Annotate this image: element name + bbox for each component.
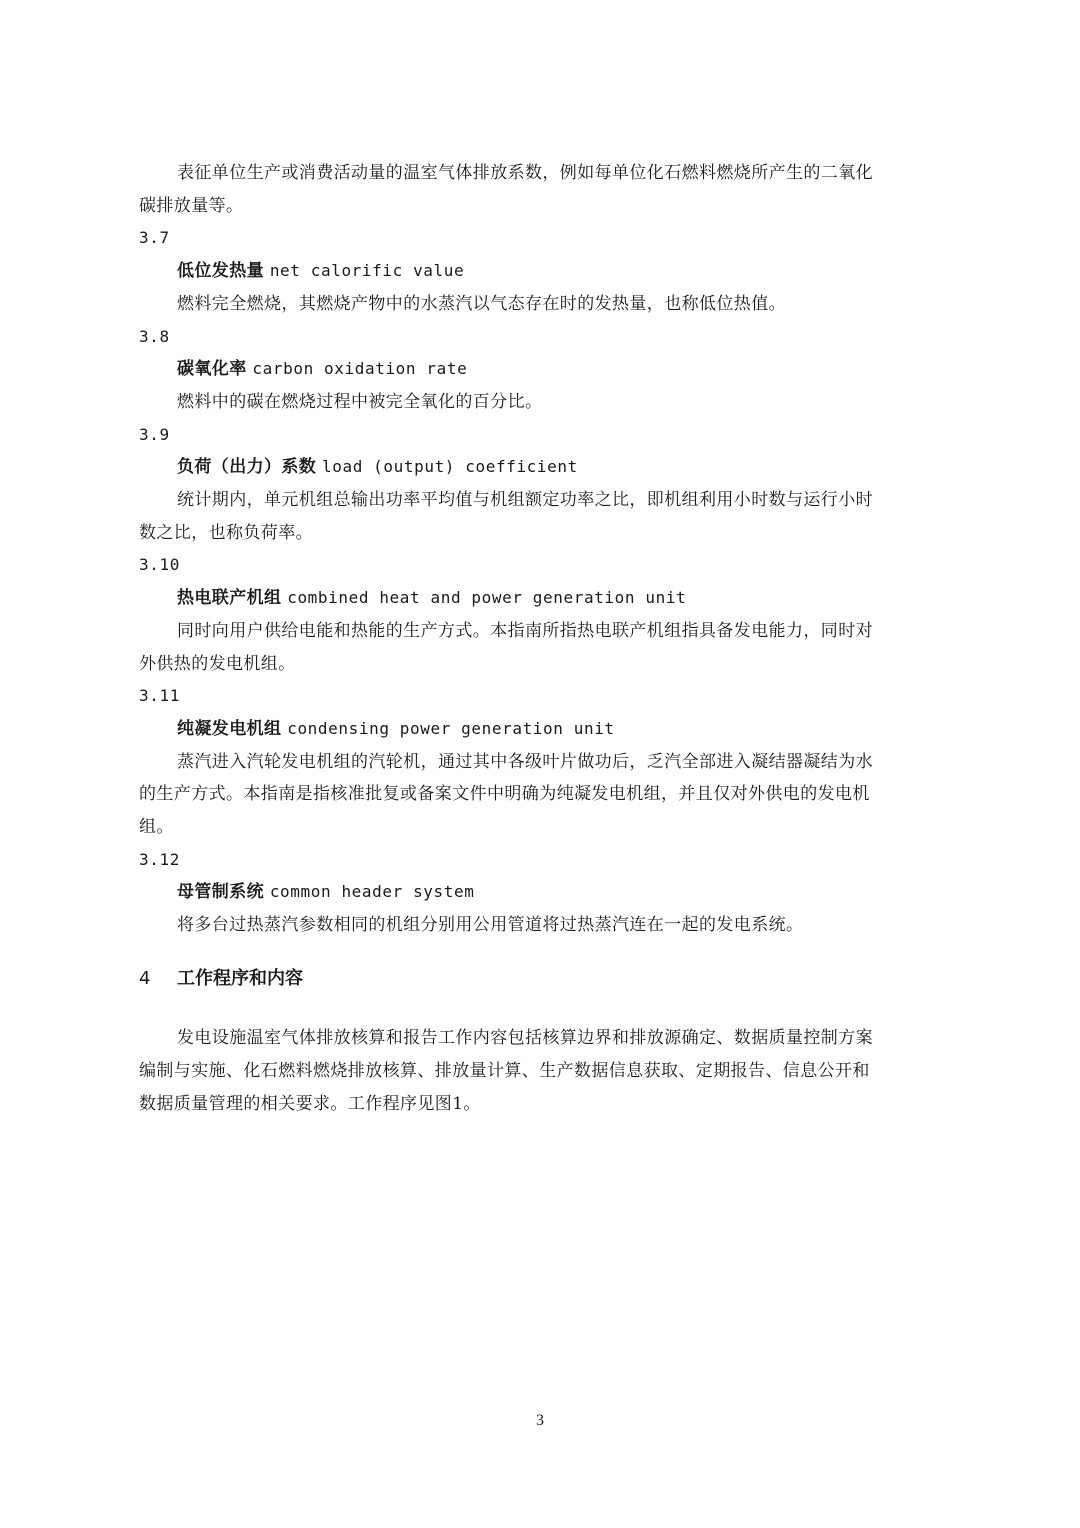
term-chinese: 纯凝发电机组 [177, 719, 282, 739]
clause-number: 3.11 [139, 686, 180, 705]
paragraph-line: 的生产方式。本指南是指核准批复或备案文件中明确为纯凝发电机组，并且仅对外供电的发电机 [139, 784, 870, 804]
paragraph-line: 表征单位生产或消费活动量的温室气体排放系数，例如每单位化石燃料燃烧所产生的二氧化 [177, 163, 873, 183]
paragraph-line: 同时向用户供给电能和热能的生产方式。本指南所指热电联产机组指具备发电能力，同时对 [177, 621, 873, 641]
page-number: 3 [536, 1412, 544, 1429]
section-title: 工作程序和内容 [177, 968, 303, 989]
term-english: net calorific value [269, 261, 465, 280]
term-english: condensing power generation unit [287, 719, 615, 738]
term-entry [177, 718, 615, 740]
term-entry [177, 456, 578, 478]
term-chinese: 碳氧化率 [177, 359, 247, 379]
paragraph-line: 将多台过热蒸汽参数相同的机组分别用公用管道将过热蒸汽连在一起的发电系统。 [177, 915, 804, 935]
term-english: carbon oxidation rate [252, 359, 468, 378]
term-chinese: 负荷（出力）系数 [177, 457, 317, 477]
term-english: common header system [269, 882, 475, 901]
term-chinese: 母管制系统 [177, 882, 264, 902]
section-heading [139, 967, 303, 991]
term-chinese: 低位发热量 [177, 261, 264, 281]
term-chinese: 热电联产机组 [177, 588, 282, 608]
clause-number: 3.10 [139, 555, 180, 574]
term-entry [177, 358, 467, 380]
paragraph-line: 碳排放量等。 [139, 196, 244, 216]
term-entry [177, 587, 686, 609]
clause-number: 3.12 [139, 850, 180, 869]
paragraph-line: 蒸汽进入汽轮发电机组的汽轮机，通过其中各级叶片做功后，乏汽全部进入凝结器凝结为水 [177, 752, 873, 772]
paragraph-line: 统计期内，单元机组总输出功率平均值与机组额定功率之比，即机组利用小时数与运行小时 [177, 490, 873, 510]
paragraph-line: 外供热的发电机组。 [139, 654, 296, 674]
clause-number: 3.8 [139, 327, 170, 346]
term-english: combined heat and power generation unit [287, 588, 687, 607]
term-entry [177, 260, 464, 282]
paragraph-line: 编制与实施、化石燃料燃烧排放核算、排放量计算、生产数据信息获取、定期报告、信息公开和 [139, 1061, 870, 1081]
term-entry [177, 881, 474, 903]
paragraph-line: 数据质量管理的相关要求。工作程序见图1。 [139, 1094, 481, 1114]
paragraph-line: 燃料完全燃烧，其燃烧产物中的水蒸汽以气态存在时的发热量，也称低位热值。 [177, 294, 786, 314]
clause-number: 3.7 [139, 228, 170, 247]
clause-number: 3.9 [139, 425, 170, 444]
paragraph-line: 组。 [139, 817, 174, 837]
paragraph-line: 燃料中的碳在燃烧过程中被完全氧化的百分比。 [177, 392, 543, 412]
paragraph-line: 数之比，也称负荷率。 [139, 523, 313, 543]
paragraph-line: 发电设施温室气体排放核算和报告工作内容包括核算边界和排放源确定、数据质量控制方案 [177, 1028, 873, 1048]
section-number: 4 [139, 968, 151, 989]
term-english: load (output) coefficient [322, 457, 578, 476]
